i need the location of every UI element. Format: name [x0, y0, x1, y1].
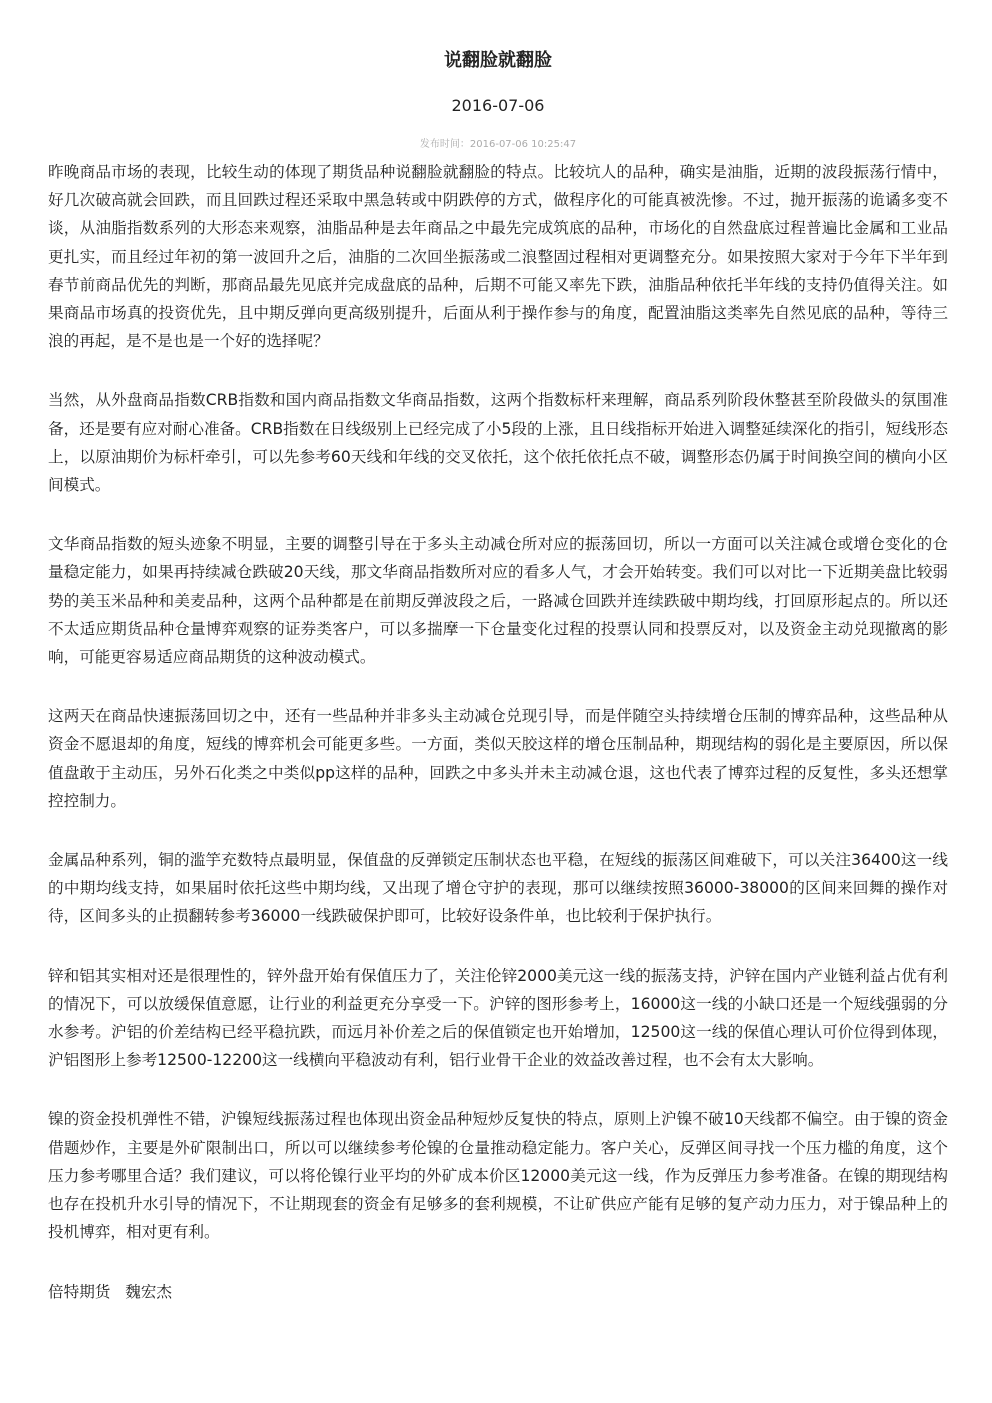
paragraph-7: 镍的资金投机弹性不错，沪镍短线振荡过程也体现出资金品种短炒反复快的特点，原则上沪镍不破10天线都不偏空。由于镍的资金借题炒作，主要是外矿限制出口，所以可以继续参考伦镍的仓量推动稳定能力。客户关心，反弹区间寻找一个压力槛的角度，这个压力参考哪里合适？我们建议，可以将伦镍行业平均的外矿成本价区12000美元这一线，作为反弹压力参考准备。在镍的期现结构也存在投机升水引导的情况下，不让期现套的资金有足够多的套利规模，不让矿供应产能有足够的复产动力压力，对于镍品种上的投机博弈，相对更有利。: [48, 1110, 948, 1242]
paragraph-4: 这两天在商品快速振荡回切之中，还有一些品种并非多头主动减仓兑现引导，而是伴随空头持续增仓压制的博弈品种，这些品种从资金不愿退却的角度，短线的博弈机会可能更多些。一方面，类似天胶这样的增仓压制品种，期现结构的弱化是主要原因，所以保值盘敢于主动压，另外石化类之中类似pp这样的品种，回跌之中多头并未主动减仓退，这也代表了博弈过程的反复性，多头还想掌控控制力。: [48, 707, 948, 810]
article-body: [48, 158, 948, 1306]
author-signature: 倍特期货 魏宏杰: [48, 1282, 173, 1301]
article-title: 说翻脸就翻脸: [444, 50, 552, 71]
publish-time-label: 发布时间：: [419, 139, 470, 150]
paragraph-6: 锌和铝其实相对还是很理性的，锌外盘开始有保值压力了，关注伦锌2000美元这一线的振荡支持，沪锌在国内产业链利益占优有利的情况下，可以放缓保值意愿，让行业的利益更充分享受一下。沪锌的图形参考上，16000这一线的小缺口还是一个短线强弱的分水参考。沪铝的价差结构已经平稳抗跌，而远月补价差之后的保值锁定也开始增加，12500这一线的保值心理认可价位得到体现，沪铝图形上参考12500-12200这一线横向平稳波动有利，铝行业骨干企业的效益改善过程，也不会有太大影响。: [48, 966, 948, 1070]
paragraph-1: 昨晚商品市场的表现，比较生动的体现了期货品种说翻脸就翻脸的特点。比较坑人的品种，确实是油脂，近期的波段振荡行情中，好几次破高就会回跌，而且回跌过程还采取中黑急转或中阴跌停的方式，做程序化的可能真被洗惨。不过，抛开振荡的诡谲多变不谈，从油脂指数系列的大形态来观察，油脂品种是去年商品之中最先完成筑底的品种，市场化的自然盘底过程普遍比金属和工业品更扎实，而且经过年初的第一波回升之后，油脂的二次回坐振荡或二浪整固过程相对更调整充分。如果按照大家对于今年下半年到春节前商品优先的判断，那商品最先见底并完成盘底的品种，后期不可能又率先下跌，油脂品种依托半年线的支持仍值得关注。如果商品市场真的投资优先，且中期反弹向更高级别提升，后面从利于操作参与的角度，配置油脂这类率先自然见底的品种，等待三浪的再起，是不是也是一个好的选择呢？: [48, 163, 948, 351]
paragraph-5: 金属品种系列，铜的滥竽充数特点最明显，保值盘的反弹锁定压制状态也平稳，在短线的振荡区间难破下，可以关注36400这一线的中期均线支持，如果届时依托这些中期均线，又出现了增仓守护的表现，那可以继续按照36000-38000的区间来回舞的操作对待，区间多头的止损翻转参考36000一线跌破保护即可，比较好设条件单，也比较利于保护执行。: [48, 851, 948, 926]
paragraph-3: 文华商品指数的短头迹象不明显，主要的调整引导在于多头主动减仓所对应的振荡回切，所以一方面可以关注减仓或增仓变化的仓量稳定能力，如果再持续减仓跌破20天线，那文华商品指数所对应的看多人气，才会开始转变。我们可以对比一下近期美盘比较弱势的美玉米品种和美麦品种，这两个品种都是在前期反弹波段之后，一路减仓回跌并连续跌破中期均线，打回原形起点的。所以还不太适应期货品种仓量博弈观察的证券类客户，可以多揣摩一下仓量变化过程的投票认同和投票反对，以及资金主动兑现撤离的影响，可能更容易适应商品期货的这种波动模式。: [48, 535, 948, 667]
paragraph-2: 当然，从外盘商品指数CRB指数和国内商品指数文华商品指数，这两个指数标杆来理解，商品系列阶段休整甚至阶段做头的氛围准备，还是要有应对耐心准备。CRB指数在日线级别上已经完成了小5段的上涨，且日线指标开始进入调整延续深化的指引，短线形态上，以原油期价为标杆牵引，可以先参考60天线和年线的交叉依托，这个依托依托点不破，调整形态仍属于时间换空间的横向小区间模式。: [48, 391, 948, 495]
publish-time-line: [48, 138, 948, 152]
article-date: 2016-07-06: [451, 96, 545, 115]
article: [48, 0, 948, 1306]
publish-time-value: 2016-07-06 10:25:47: [469, 139, 577, 150]
